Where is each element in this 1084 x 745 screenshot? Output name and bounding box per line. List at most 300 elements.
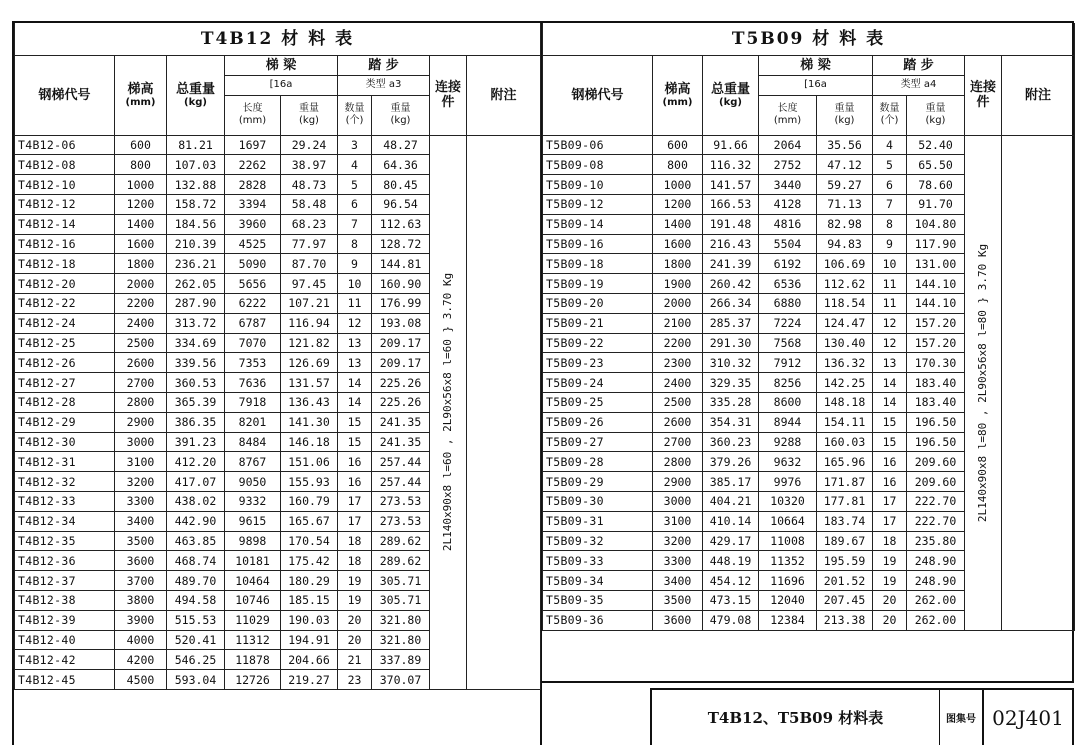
cell-total: 520.41 (167, 630, 225, 650)
cell-length: 2828 (225, 175, 281, 195)
cell-beam-weight: 185.15 (281, 590, 338, 610)
cell-length: 6536 (759, 274, 817, 294)
cell-height: 600 (115, 135, 167, 155)
cell-total: 438.02 (167, 491, 225, 511)
cell-length: 8600 (759, 392, 817, 412)
step-header: 踏 步 (873, 56, 965, 76)
cell-beam-weight: 154.11 (817, 412, 873, 432)
cell-length: 10664 (759, 511, 817, 531)
cell-length: 11008 (759, 531, 817, 551)
cell-beam-weight: 121.82 (281, 333, 338, 353)
cell-length: 11696 (759, 571, 817, 591)
cell-step-weight: 91.70 (907, 194, 965, 214)
cell-height: 4200 (115, 650, 167, 670)
cell-total: 593.04 (167, 670, 225, 690)
cell-step-weight: 305.71 (372, 590, 430, 610)
cell-step-weight: 64.36 (372, 155, 430, 175)
cell-length: 5504 (759, 234, 817, 254)
cell-step-weight: 80.45 (372, 175, 430, 195)
cell-beam-weight: 77.97 (281, 234, 338, 254)
cell-code: T4B12-24 (15, 313, 115, 333)
cell-step-weight: 117.90 (907, 234, 965, 254)
cell-step-weight: 170.30 (907, 353, 965, 373)
cell-code: T5B09-35 (543, 590, 653, 610)
cell-step-weight: 196.50 (907, 412, 965, 432)
cell-code: T5B09-34 (543, 571, 653, 591)
cell-total: 329.35 (703, 373, 759, 393)
cell-beam-weight: 177.81 (817, 491, 873, 511)
cell-height: 3200 (653, 531, 703, 551)
cell-total: 210.39 (167, 234, 225, 254)
cell-total: 417.07 (167, 472, 225, 492)
cell-step-weight: 337.89 (372, 650, 430, 670)
cell-length: 2752 (759, 155, 817, 175)
cell-count: 19 (873, 551, 907, 571)
cell-total: 313.72 (167, 313, 225, 333)
cell-count: 10 (338, 274, 372, 294)
beam-type: [16a (225, 75, 338, 95)
cell-total: 262.05 (167, 274, 225, 294)
cell-code: T5B09-24 (543, 373, 653, 393)
cell-total: 494.58 (167, 590, 225, 610)
cell-count: 16 (338, 472, 372, 492)
cell-code: T4B12-29 (15, 412, 115, 432)
cell-code: T4B12-18 (15, 254, 115, 274)
cell-beam-weight: 94.83 (817, 234, 873, 254)
cell-height: 3000 (115, 432, 167, 452)
cell-step-weight: 273.53 (372, 511, 430, 531)
cell-length: 12040 (759, 590, 817, 610)
cell-count: 23 (338, 670, 372, 690)
cell-length: 8201 (225, 412, 281, 432)
cell-beam-weight: 204.66 (281, 650, 338, 670)
cell-step-weight: 273.53 (372, 491, 430, 511)
cell-step-weight: 52.40 (907, 135, 965, 155)
cell-step-weight: 235.80 (907, 531, 965, 551)
cell-total: 479.08 (703, 610, 759, 630)
cell-total: 385.17 (703, 472, 759, 492)
cell-total: 404.21 (703, 491, 759, 511)
cell-height: 2600 (115, 353, 167, 373)
cell-count: 11 (338, 293, 372, 313)
cell-step-weight: 193.08 (372, 313, 430, 333)
cell-count: 7 (873, 194, 907, 214)
cell-count: 5 (873, 155, 907, 175)
col-note-header: 附注 (1002, 56, 1075, 136)
cell-beam-weight: 190.03 (281, 610, 338, 630)
cell-step-weight: 104.80 (907, 214, 965, 234)
cell-beam-weight: 148.18 (817, 392, 873, 412)
col-total-header: 总重量 (kg) (167, 56, 225, 136)
cell-code: T4B12-35 (15, 531, 115, 551)
cell-step-weight: 225.26 (372, 392, 430, 412)
cell-count: 19 (873, 571, 907, 591)
cell-count: 18 (338, 531, 372, 551)
cell-beam-weight: 136.32 (817, 353, 873, 373)
cell-count: 14 (873, 373, 907, 393)
cell-code: T4B12-40 (15, 630, 115, 650)
cell-total: 141.57 (703, 175, 759, 195)
cell-beam-weight: 116.94 (281, 313, 338, 333)
cell-total: 184.56 (167, 214, 225, 234)
cell-code: T5B09-28 (543, 452, 653, 472)
atlas-number-label: 图集号 (940, 690, 984, 745)
cell-height: 3600 (115, 551, 167, 571)
cell-code: T4B12-26 (15, 353, 115, 373)
cell-code: T5B09-32 (543, 531, 653, 551)
cell-step-weight: 144.10 (907, 274, 965, 294)
cell-code: T5B09-27 (543, 432, 653, 452)
cell-count: 18 (873, 531, 907, 551)
cell-count: 5 (338, 175, 372, 195)
cell-height: 3500 (653, 590, 703, 610)
cell-code: T5B09-26 (543, 412, 653, 432)
cell-step-weight: 128.72 (372, 234, 430, 254)
cell-total: 287.90 (167, 293, 225, 313)
cell-beam-weight: 87.70 (281, 254, 338, 274)
cell-code: T5B09-10 (543, 175, 653, 195)
cell-beam-weight: 194.91 (281, 630, 338, 650)
cell-step-weight: 144.81 (372, 254, 430, 274)
cell-beam-weight: 97.45 (281, 274, 338, 294)
cell-count: 3 (338, 135, 372, 155)
cell-step-weight: 225.26 (372, 373, 430, 393)
cell-step-weight: 209.17 (372, 353, 430, 373)
cell-total: 365.39 (167, 392, 225, 412)
cell-beam-weight: 58.48 (281, 194, 338, 214)
cell-total: 360.23 (703, 432, 759, 452)
cell-beam-weight: 219.27 (281, 670, 338, 690)
cell-beam-weight: 107.21 (281, 293, 338, 313)
cell-code: T4B12-34 (15, 511, 115, 531)
cell-total: 546.25 (167, 650, 225, 670)
cell-length: 5090 (225, 254, 281, 274)
cell-step-weight: 262.00 (907, 610, 965, 630)
cell-height: 1600 (653, 234, 703, 254)
cell-code: T5B09-16 (543, 234, 653, 254)
cell-beam-weight: 35.56 (817, 135, 873, 155)
cell-total: 335.28 (703, 392, 759, 412)
col-sweight-header: 重量 (kg) (907, 95, 965, 135)
cell-code: T5B09-29 (543, 472, 653, 492)
cell-beam-weight: 160.79 (281, 491, 338, 511)
cell-beam-weight: 183.74 (817, 511, 873, 531)
cell-count: 6 (338, 194, 372, 214)
table-row (543, 135, 1075, 155)
cell-height: 2900 (115, 412, 167, 432)
cell-height: 800 (653, 155, 703, 175)
note-cell (467, 135, 541, 689)
cell-code: T5B09-08 (543, 155, 653, 175)
cell-total: 360.53 (167, 373, 225, 393)
cell-total: 158.72 (167, 194, 225, 214)
cell-count: 14 (338, 392, 372, 412)
cell-length: 6880 (759, 293, 817, 313)
cell-height: 3100 (115, 452, 167, 472)
cell-total: 468.74 (167, 551, 225, 571)
cell-step-weight: 241.35 (372, 432, 430, 452)
cell-code: T4B12-32 (15, 472, 115, 492)
cell-code: T5B09-23 (543, 353, 653, 373)
cell-code: T5B09-33 (543, 551, 653, 571)
col-height-header: 梯高 (mm) (115, 56, 167, 136)
cell-length: 7353 (225, 353, 281, 373)
cell-count: 17 (338, 491, 372, 511)
drawing-name: T4B12、T5B09 材料表 (652, 690, 940, 745)
cell-beam-weight: 165.96 (817, 452, 873, 472)
cell-total: 166.53 (703, 194, 759, 214)
cell-count: 20 (873, 610, 907, 630)
cell-total: 429.17 (703, 531, 759, 551)
cell-total: 334.69 (167, 333, 225, 353)
cell-height: 3300 (653, 551, 703, 571)
atlas-number: 02J401 (992, 705, 1064, 730)
cell-beam-weight: 106.69 (817, 254, 873, 274)
cell-total: 116.32 (703, 155, 759, 175)
cell-count: 16 (338, 452, 372, 472)
cell-step-weight: 321.80 (372, 610, 430, 630)
cell-height: 3000 (653, 491, 703, 511)
cell-step-weight: 96.54 (372, 194, 430, 214)
cell-height: 1000 (653, 175, 703, 195)
cell-step-weight: 157.20 (907, 313, 965, 333)
connector-text: 2L140x90x8 l=80 , 2L90x56x8 l=80 } 3.70 Kg (976, 243, 989, 522)
cell-length: 8944 (759, 412, 817, 432)
cell-length: 9332 (225, 491, 281, 511)
cell-total: 310.32 (703, 353, 759, 373)
cell-count: 14 (338, 373, 372, 393)
cell-step-weight: 370.07 (372, 670, 430, 690)
cell-count: 13 (338, 353, 372, 373)
cell-beam-weight: 141.30 (281, 412, 338, 432)
cell-count: 9 (873, 234, 907, 254)
cell-step-weight: 157.20 (907, 333, 965, 353)
cell-length: 12384 (759, 610, 817, 630)
cell-count: 17 (873, 511, 907, 531)
cell-code: T5B09-20 (543, 293, 653, 313)
col-length-header: 长度 (mm) (759, 95, 817, 135)
cell-step-weight: 257.44 (372, 472, 430, 492)
cell-total: 216.43 (703, 234, 759, 254)
cell-step-weight: 289.62 (372, 551, 430, 571)
cell-total: 285.37 (703, 313, 759, 333)
cell-height: 1400 (115, 214, 167, 234)
cell-count: 4 (338, 155, 372, 175)
step-type: 类型 a3 (338, 75, 430, 95)
cell-length: 10181 (225, 551, 281, 571)
cell-code: T4B12-12 (15, 194, 115, 214)
beam-header: 梯 梁 (759, 56, 873, 76)
cell-code: T5B09-30 (543, 491, 653, 511)
cell-height: 1600 (115, 234, 167, 254)
cell-length: 8484 (225, 432, 281, 452)
cell-step-weight: 160.90 (372, 274, 430, 294)
cell-length: 9288 (759, 432, 817, 452)
cell-step-weight: 112.63 (372, 214, 430, 234)
cell-step-weight: 289.62 (372, 531, 430, 551)
cell-count: 13 (338, 333, 372, 353)
cell-length: 6222 (225, 293, 281, 313)
cell-count: 6 (873, 175, 907, 195)
cell-count: 4 (873, 135, 907, 155)
col-conn-header: 连接件 (965, 56, 1002, 136)
cell-beam-weight: 171.87 (817, 472, 873, 492)
cell-height: 2400 (653, 373, 703, 393)
cell-height: 3900 (115, 610, 167, 630)
cell-length: 4525 (225, 234, 281, 254)
cell-height: 2700 (115, 373, 167, 393)
cell-count: 8 (873, 214, 907, 234)
cell-total: 91.66 (703, 135, 759, 155)
table-t4b12 (12, 21, 542, 745)
cell-step-weight: 183.40 (907, 392, 965, 412)
cell-height: 1900 (653, 274, 703, 294)
cell-step-weight: 144.10 (907, 293, 965, 313)
col-count-header: 数量 (个) (873, 95, 907, 135)
cell-code: T4B12-20 (15, 274, 115, 294)
cell-length: 8767 (225, 452, 281, 472)
cell-code: T4B12-39 (15, 610, 115, 630)
cell-count: 12 (873, 333, 907, 353)
cell-length: 2064 (759, 135, 817, 155)
cell-beam-weight: 165.67 (281, 511, 338, 531)
cell-step-weight: 196.50 (907, 432, 965, 452)
cell-height: 3300 (115, 491, 167, 511)
cell-beam-weight: 48.73 (281, 175, 338, 195)
cell-code: T4B12-16 (15, 234, 115, 254)
cell-code: T5B09-14 (543, 214, 653, 234)
cell-count: 17 (338, 511, 372, 531)
cell-length: 2262 (225, 155, 281, 175)
cell-length: 7070 (225, 333, 281, 353)
t4b12-body (15, 135, 541, 689)
col-weight-header: 重量 (kg) (281, 95, 338, 135)
cell-length: 5656 (225, 274, 281, 294)
cell-length: 3394 (225, 194, 281, 214)
cell-step-weight: 257.44 (372, 452, 430, 472)
cell-beam-weight: 136.43 (281, 392, 338, 412)
col-weight-header: 重量 (kg) (817, 95, 873, 135)
cell-code: T4B12-36 (15, 551, 115, 571)
cell-height: 2000 (653, 293, 703, 313)
step-type: 类型 a4 (873, 75, 965, 95)
cell-total: 391.23 (167, 432, 225, 452)
cell-count: 10 (873, 254, 907, 274)
cell-total: 463.85 (167, 531, 225, 551)
cell-count: 11 (873, 274, 907, 294)
cell-length: 7224 (759, 313, 817, 333)
cell-length: 11878 (225, 650, 281, 670)
cell-height: 1800 (115, 254, 167, 274)
cell-height: 4500 (115, 670, 167, 690)
cell-total: 291.30 (703, 333, 759, 353)
cell-beam-weight: 201.52 (817, 571, 873, 591)
table-t5b09 (542, 21, 1074, 683)
cell-length: 4128 (759, 194, 817, 214)
cell-code: T4B12-28 (15, 392, 115, 412)
cell-height: 800 (115, 155, 167, 175)
cell-height: 2500 (653, 392, 703, 412)
cell-beam-weight: 142.25 (817, 373, 873, 393)
table-row (15, 135, 541, 155)
cell-beam-weight: 82.98 (817, 214, 873, 234)
cell-height: 3500 (115, 531, 167, 551)
cell-count: 11 (873, 293, 907, 313)
cell-height: 2300 (653, 353, 703, 373)
cell-count: 20 (873, 590, 907, 610)
cell-total: 266.34 (703, 293, 759, 313)
cell-count: 9 (338, 254, 372, 274)
cell-length: 8256 (759, 373, 817, 393)
t5b09-body (543, 135, 1075, 630)
cell-total: 107.03 (167, 155, 225, 175)
cell-length: 12726 (225, 670, 281, 690)
cell-height: 2800 (653, 452, 703, 472)
cell-count: 19 (338, 590, 372, 610)
cell-length: 1697 (225, 135, 281, 155)
cell-length: 10320 (759, 491, 817, 511)
cell-total: 410.14 (703, 511, 759, 531)
cell-length: 9050 (225, 472, 281, 492)
cell-code: T4B12-10 (15, 175, 115, 195)
cell-beam-weight: 47.12 (817, 155, 873, 175)
cell-height: 2200 (115, 293, 167, 313)
cell-height: 2100 (653, 313, 703, 333)
cell-length: 7918 (225, 392, 281, 412)
cell-count: 15 (338, 432, 372, 452)
cell-beam-weight: 124.47 (817, 313, 873, 333)
cell-height: 3100 (653, 511, 703, 531)
beam-type: [16a (759, 75, 873, 95)
cell-height: 2400 (115, 313, 167, 333)
cell-length: 6787 (225, 313, 281, 333)
cell-length: 11312 (225, 630, 281, 650)
cell-code: T4B12-27 (15, 373, 115, 393)
cell-length: 9632 (759, 452, 817, 472)
cell-code: T4B12-31 (15, 452, 115, 472)
cell-beam-weight: 180.29 (281, 571, 338, 591)
cell-length: 9898 (225, 531, 281, 551)
cell-beam-weight: 59.27 (817, 175, 873, 195)
col-code-header: 钢梯代号 (15, 56, 115, 136)
cell-length: 9976 (759, 472, 817, 492)
cell-beam-weight: 175.42 (281, 551, 338, 571)
cell-step-weight: 78.60 (907, 175, 965, 195)
cell-beam-weight: 112.62 (817, 274, 873, 294)
cell-code: T5B09-22 (543, 333, 653, 353)
cell-code: T5B09-25 (543, 392, 653, 412)
cell-length: 3960 (225, 214, 281, 234)
cell-code: T4B12-30 (15, 432, 115, 452)
cell-beam-weight: 170.54 (281, 531, 338, 551)
cell-step-weight: 48.27 (372, 135, 430, 155)
cell-step-weight: 262.00 (907, 590, 965, 610)
cell-step-weight: 305.71 (372, 571, 430, 591)
cell-height: 1800 (653, 254, 703, 274)
connector-cell (965, 135, 1002, 630)
cell-count: 17 (873, 491, 907, 511)
cell-beam-weight: 38.97 (281, 155, 338, 175)
cell-code: T4B12-06 (15, 135, 115, 155)
cell-count: 15 (338, 412, 372, 432)
cell-length: 11352 (759, 551, 817, 571)
col-code-header: 钢梯代号 (543, 56, 653, 136)
cell-beam-weight: 146.18 (281, 432, 338, 452)
cell-beam-weight: 118.54 (817, 293, 873, 313)
col-count-header: 数量 (个) (338, 95, 372, 135)
cell-height: 1200 (653, 194, 703, 214)
cell-code: T5B09-31 (543, 511, 653, 531)
